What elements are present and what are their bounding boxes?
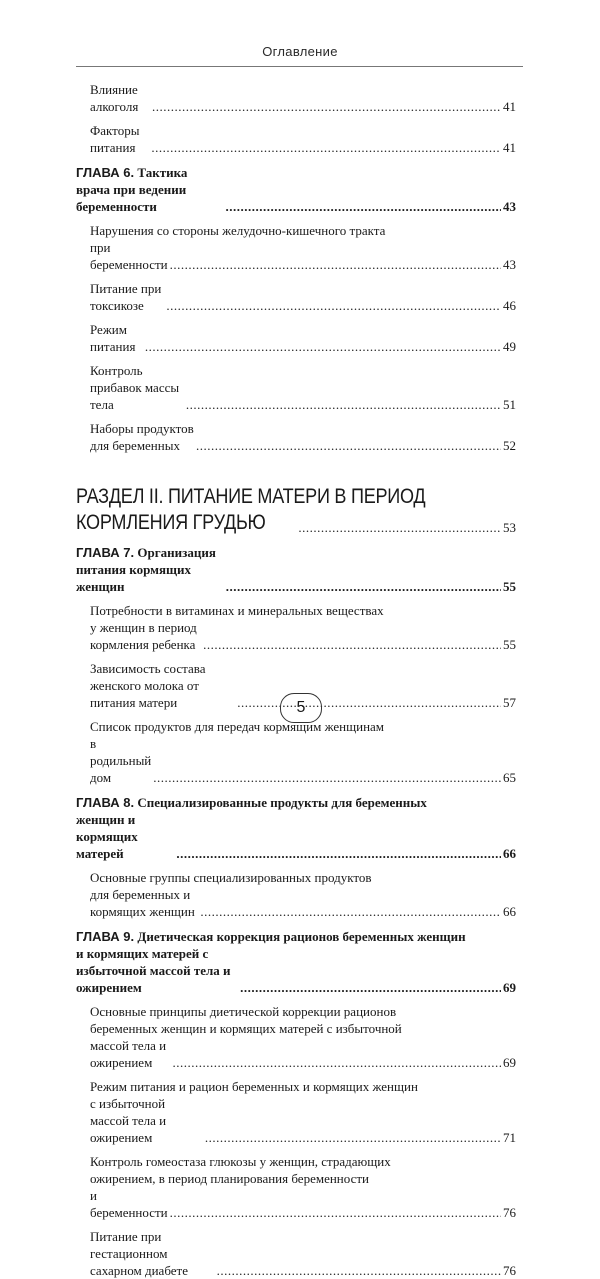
section-title-line: КОРМЛЕНИЯ ГРУДЬЮ: [76, 511, 266, 534]
chapter-label: ГЛАВА 6.: [76, 165, 135, 180]
entry-title-line: Контроль прибавок массы тела: [90, 363, 180, 412]
entry-title-line: для беременных и кормящих женщин: [90, 887, 195, 919]
entry-title-line: у женщин в период кормления ребенка: [90, 620, 197, 652]
toc-subentry[interactable]: [76, 420, 516, 454]
toc-subentry[interactable]: [76, 1228, 516, 1279]
dot-leader: [196, 437, 501, 454]
dot-leader: [186, 396, 501, 413]
entry-title-line: Специализированные продукты для беременных: [137, 795, 427, 810]
entry-title-line: Потребности в витаминах и минеральных веществах: [90, 603, 384, 618]
toc-subentry[interactable]: [76, 280, 516, 314]
dot-leader: [145, 338, 501, 355]
dot-leader: [152, 98, 501, 115]
entry-title-line: в родильный дом: [90, 736, 152, 785]
entry-title-line: при беременности: [90, 240, 168, 272]
page-number-badge: 5: [280, 693, 322, 723]
entry-title-line: с избыточной массой тела и ожирением: [90, 1096, 167, 1145]
toc-page-number: 41: [503, 99, 516, 114]
entry-title-line: ожирением, в период планирования беременности: [90, 1171, 369, 1186]
entry-title-line: Организация питания кормящих женщин: [76, 545, 216, 594]
header-rule: [76, 66, 523, 67]
toc-subentry[interactable]: [76, 1003, 516, 1071]
dot-leader: [170, 1204, 501, 1221]
entry-title-line: Зависимость состава женского молока от питания матери: [90, 661, 206, 710]
toc-page-number: 53: [503, 520, 516, 535]
chapter-label: ГЛАВА 8.: [76, 795, 135, 810]
toc-page-number: 76: [503, 1263, 516, 1278]
toc-page-number: 66: [503, 846, 516, 861]
entry-title-line: Основные принципы диетической коррекции рационов: [90, 1004, 397, 1019]
entry-title-line: Основные группы специализированных продуктов: [90, 870, 372, 885]
dot-leader: [200, 903, 501, 920]
toc-subentry[interactable]: [76, 222, 516, 273]
dot-leader: [203, 636, 501, 653]
toc-subentry[interactable]: [76, 362, 516, 413]
dot-leader: [237, 694, 501, 711]
toc-page-number: 69: [503, 1055, 516, 1070]
toc-subentry[interactable]: [76, 718, 516, 786]
section-title-line: РАЗДЕЛ II. ПИТАНИЕ МАТЕРИ В ПЕРИОД: [76, 485, 426, 508]
entry-title-line: беременных женщин и кормящих матерей с избыточной: [90, 1021, 402, 1036]
toc-subentry[interactable]: [76, 602, 516, 653]
dot-leader: [176, 845, 501, 862]
toc-page-number: 65: [503, 770, 516, 785]
entry-title-line: Контроль гомеостаза глюкозы у женщин, страдающих: [90, 1154, 391, 1169]
toc-subentry[interactable]: [76, 1153, 516, 1221]
toc-page-number: 43: [503, 257, 516, 272]
dot-leader: [217, 1262, 501, 1279]
running-header: Оглавление: [262, 44, 338, 59]
dot-leader: [240, 979, 501, 996]
dot-leader: [225, 198, 501, 215]
dot-leader: [153, 769, 501, 786]
chapter-label: ГЛАВА 7.: [76, 545, 135, 560]
entry-title-line: и кормящих матерей с избыточной массой тела и ожирением: [76, 946, 231, 995]
entry-title-line: Факторы питания: [90, 123, 140, 155]
entry-title-line: Наборы продуктов для беременных: [90, 421, 194, 453]
entry-title-line: женщин и кормящих матерей: [76, 812, 138, 861]
toc-page-number: 71: [503, 1130, 516, 1145]
toc-subentry[interactable]: [76, 869, 516, 920]
toc-page-number: 43: [503, 199, 516, 214]
toc-subentry[interactable]: [76, 81, 516, 115]
entry-title-line: и беременности: [90, 1188, 168, 1220]
toc-chapter-entry[interactable]: [76, 794, 516, 862]
toc-chapter-entry[interactable]: [76, 544, 516, 595]
toc-subentry[interactable]: [76, 122, 516, 156]
toc-section-entry[interactable]: [76, 484, 516, 536]
entry-title-line: Режим питания и рацион беременных и кормящих женщин: [90, 1079, 418, 1094]
dot-leader: [298, 519, 501, 536]
toc-page-number: 69: [503, 980, 516, 995]
toc-page-number: 51: [503, 397, 516, 412]
toc-page-number: 76: [503, 1205, 516, 1220]
entry-title-line: Питание при гестационном сахарном диабете: [90, 1229, 188, 1278]
toc-page-number: 52: [503, 438, 516, 453]
toc-subentry[interactable]: [76, 321, 516, 355]
dot-leader: [151, 139, 501, 156]
entry-title-line: Режим питания: [90, 322, 136, 354]
toc-page-number: 49: [503, 339, 516, 354]
toc-subentry[interactable]: [76, 1078, 516, 1146]
table-of-contents: [76, 74, 516, 1279]
toc-page-number: 57: [503, 695, 516, 710]
entry-title-line: Список продуктов для передач кормящим женщинам: [90, 719, 385, 734]
chapter-label: ГЛАВА 9.: [76, 929, 135, 944]
entry-title-line: Нарушения со стороны желудочно-кишечного тракта: [90, 223, 386, 238]
dot-leader: [226, 578, 501, 595]
entry-title-line: Влияние алкоголя: [90, 82, 139, 114]
toc-page-number: 55: [503, 579, 516, 594]
toc-page-number: 55: [503, 637, 516, 652]
entry-title-line: Тактика врача при ведении беременности: [76, 165, 188, 214]
toc-page-number: 46: [503, 298, 516, 313]
entry-title-line: массой тела и ожирением: [90, 1038, 167, 1070]
dot-leader: [166, 297, 501, 314]
entry-title-line: Диетическая коррекция рационов беременных женщин: [137, 929, 466, 944]
entry-title-line: Питание при токсикозе: [90, 281, 162, 313]
toc-chapter-entry[interactable]: [76, 928, 516, 996]
toc-page-number: 41: [503, 140, 516, 155]
toc-chapter-entry[interactable]: [76, 164, 516, 215]
toc-page-number: 66: [503, 904, 516, 919]
dot-leader: [205, 1129, 501, 1146]
dot-leader: [173, 1054, 501, 1071]
dot-leader: [170, 256, 501, 273]
